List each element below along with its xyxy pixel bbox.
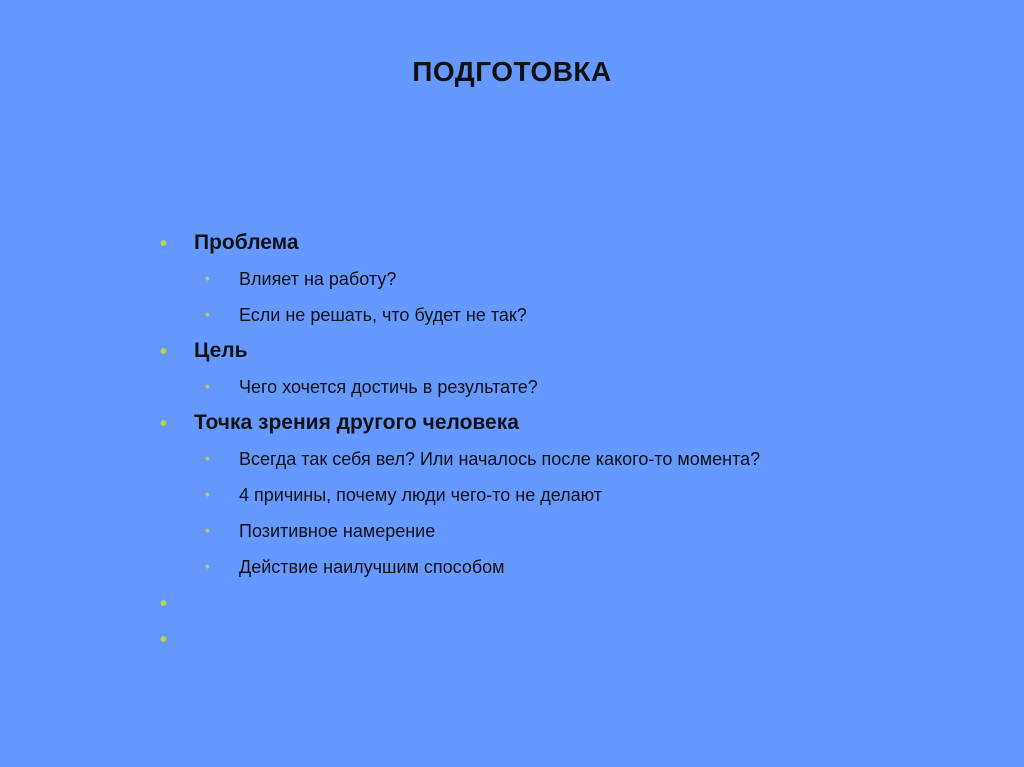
list-item-label: Точка зрения другого человека [194, 411, 519, 434]
list-item-problem [160, 228, 940, 264]
bullet-icon: • [205, 486, 210, 502]
list-item-label: Проблема [194, 231, 299, 254]
bullet-icon: • [160, 341, 168, 363]
bullet-icon: • [205, 378, 210, 394]
bullet-icon: • [160, 413, 168, 435]
sub-list-item [160, 264, 940, 300]
bullet-icon: • [205, 306, 210, 322]
sub-list-item [160, 552, 940, 588]
sub-list-item [160, 372, 940, 408]
sub-list-item-label: Позитивное намерение [239, 521, 436, 541]
sub-list-item-label: Всегда так себя вел? Или началось после какого-то момента? [239, 449, 761, 469]
bullet-icon: • [205, 558, 210, 574]
bullet-icon: • [160, 233, 168, 255]
empty-list-item [160, 588, 940, 624]
list-item-other-viewpoint [160, 408, 940, 444]
list-item-label: Цель [194, 339, 248, 362]
sub-list-item [160, 480, 940, 516]
sub-list-item-label: 4 причины, почему люди чего-то не делают [239, 485, 602, 505]
bullet-icon: • [205, 270, 210, 286]
sub-list-item [160, 444, 940, 480]
sub-list-item-label: Чего хочется достичь в результате? [239, 377, 538, 397]
sub-list-item-label: Если не решать, что будет не так? [239, 305, 527, 325]
bullet-list [160, 228, 940, 660]
bullet-icon: • [205, 522, 210, 538]
sub-list-item-label: Действие наилучшим способом [239, 557, 505, 577]
bullet-icon: • [160, 629, 168, 651]
list-item-goal [160, 336, 940, 372]
bullet-icon: • [205, 450, 210, 466]
sub-list-item [160, 516, 940, 552]
empty-list-item [160, 624, 940, 660]
sub-list-item-label: Влияет на работу? [239, 269, 397, 289]
sub-list-item [160, 300, 940, 336]
page-title: ПОДГОТОВКА [412, 56, 612, 87]
bullet-icon: • [160, 593, 168, 615]
